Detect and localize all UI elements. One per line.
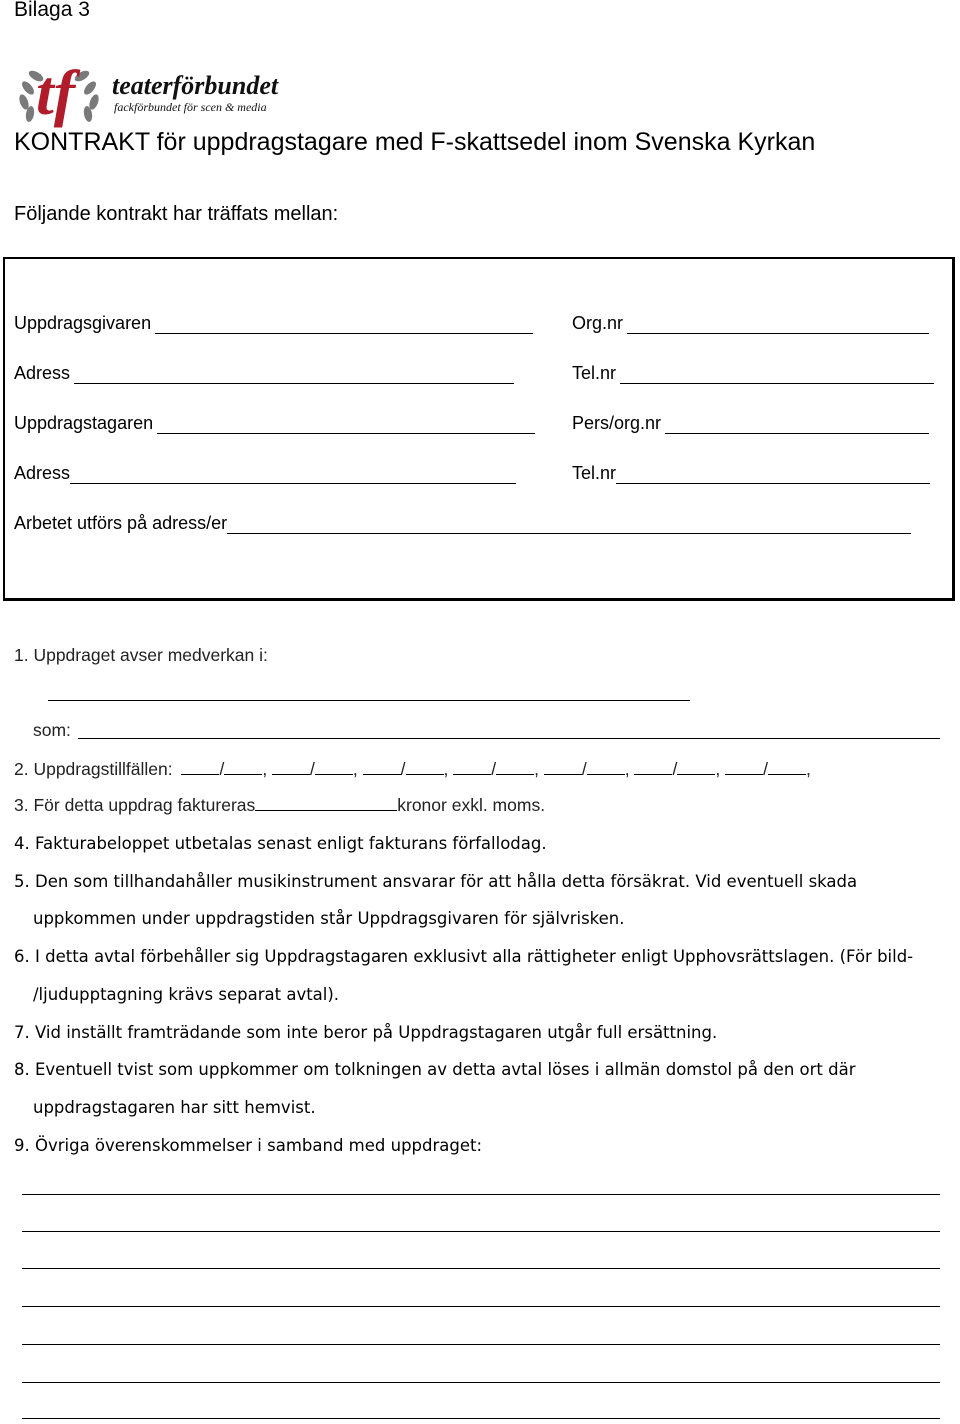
other-agreements-line[interactable]	[22, 1382, 940, 1383]
clause-7: 7. Vid inställt framträdande som inte beror på Uppdragstagaren utgår full ersättning.	[14, 1023, 718, 1042]
clause-3-before: 3. För detta uppdrag faktureras	[14, 795, 256, 815]
org-nr-row	[572, 313, 929, 334]
clause-6-line-1: 6. I detta avtal förbehåller sig Uppdragstagaren exklusivt alla rättigheter enligt Upphovsrättslagen. (För bild-	[14, 947, 914, 966]
org-nr-field[interactable]	[627, 315, 929, 334]
contractor-field[interactable]	[157, 415, 535, 434]
clause-5-line-1: 5. Den som tillhandahåller musikinstrument ansvarar för att hålla detta försäkrat. Vid eventuell skada	[14, 872, 858, 891]
attachment-label: Bilaga 3	[14, 0, 90, 21]
clause-3-after: kronor exkl. moms.	[397, 795, 546, 815]
logo-name: teaterförbundet	[112, 71, 279, 100]
client-phone-field[interactable]	[620, 365, 934, 384]
client-address-row	[14, 363, 514, 384]
client-label: Uppdragsgivaren	[14, 313, 152, 333]
work-address-label: Arbetet utförs på adress/er	[14, 513, 228, 533]
client-phone-row	[572, 363, 934, 384]
clause-2	[14, 759, 811, 780]
clause-1: 1. Uppdraget avser medverkan i:	[14, 645, 268, 665]
logo-tagline: fackförbundet för scen & media	[114, 100, 267, 114]
client-field[interactable]	[155, 315, 533, 334]
clause-3	[14, 795, 545, 816]
other-agreements-line[interactable]	[22, 1268, 940, 1269]
work-address-field[interactable]	[227, 515, 911, 534]
contractor-phone-field[interactable]	[616, 465, 930, 484]
client-row	[14, 313, 533, 334]
other-agreements-line[interactable]	[22, 1418, 940, 1419]
contractor-label: Uppdragstagaren	[14, 413, 154, 433]
other-agreements-line[interactable]	[22, 1306, 940, 1307]
intro-text: Följande kontrakt har träffats mellan:	[14, 203, 339, 225]
clause-6-line-2: /ljudupptagning krävs separat avtal).	[33, 985, 340, 1004]
invoice-amount-field[interactable]	[255, 796, 397, 811]
other-agreements-line[interactable]	[22, 1231, 940, 1232]
work-address-row	[14, 513, 911, 534]
contractor-row	[14, 413, 535, 434]
other-agreements-line[interactable]	[22, 1344, 940, 1345]
clause-4: 4. Fakturabeloppet utbetalas senast enligt fakturans förfallodag.	[14, 834, 547, 853]
pers-org-nr-label: Pers/org.nr	[572, 413, 662, 433]
clause-1-as-label: som:	[33, 720, 71, 740]
teaterforbundet-logo	[14, 52, 334, 130]
pers-org-nr-row	[572, 413, 929, 434]
occasion-blanks[interactable]: / , / , / , / , / , / , / ,	[181, 759, 810, 779]
contractor-phone-label: Tel.nr	[572, 463, 617, 483]
contractor-address-field[interactable]	[70, 465, 516, 484]
pers-org-nr-field[interactable]	[665, 415, 929, 434]
client-address-field[interactable]	[74, 365, 514, 384]
clause-8-line-1: 8. Eventuell tvist som uppkommer om tolkningen av detta avtal löses i allmän domstol på den ort där	[14, 1060, 856, 1079]
contractor-address-label: Adress	[14, 463, 71, 483]
clause-9: 9. Övriga överenskommelser i samband med uppdraget:	[14, 1136, 483, 1155]
client-phone-label: Tel.nr	[572, 363, 617, 383]
client-address-label: Adress	[14, 363, 71, 383]
engagement-field[interactable]	[48, 700, 690, 701]
contractor-phone-row	[572, 463, 930, 484]
clause-8-line-2: uppdragstagaren har sitt hemvist.	[33, 1098, 316, 1117]
contractor-address-row	[14, 463, 516, 484]
role-field[interactable]	[78, 738, 940, 739]
clause-2-label: 2. Uppdragstillfällen:	[14, 759, 173, 779]
org-nr-label: Org.nr	[572, 313, 624, 333]
logo-monogram: tf	[36, 57, 76, 128]
clause-5-line-2: uppkommen under uppdragstiden står Uppdragsgivaren för självrisken.	[33, 909, 625, 928]
other-agreements-line[interactable]	[22, 1194, 940, 1195]
document-title: KONTRAKT för uppdragstagare med F-skattsedel inom Svenska Kyrkan	[14, 128, 816, 156]
